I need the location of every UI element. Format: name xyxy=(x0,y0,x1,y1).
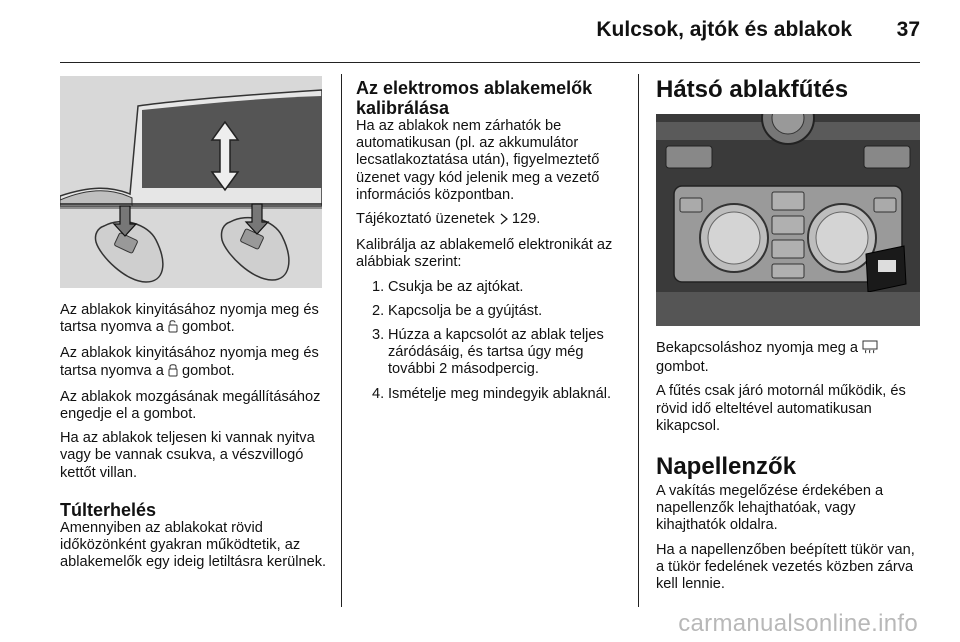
right-paragraph-3: A vakítás megelőzése érdekében a napellenzők lehajthatóak, vagy kihajthatók oldalra. xyxy=(656,483,884,534)
list-item: 1. Csukja be az ajtókat. xyxy=(372,278,524,295)
right-column xyxy=(656,76,922,600)
column-divider-2 xyxy=(638,74,639,607)
page-reference-icon xyxy=(499,213,508,230)
window-switch-illustration xyxy=(60,76,322,288)
left-paragraph-2: Az ablakok kinyitásához nyomja meg és tartsa nyomva a gombot. xyxy=(60,345,328,381)
list-item: 2. Kapcsolja be a gyújtást. xyxy=(372,302,543,319)
lock-icon xyxy=(168,363,178,382)
list-item: 4. Ismételje meg mindegyik ablaknál. xyxy=(372,385,612,402)
column-divider-1 xyxy=(341,74,342,607)
right-paragraph-4: Ha a napellenzőben beépített tükör van, a tükör fedelének vezetés közben zárva kell lennie. xyxy=(656,541,915,593)
right-paragraph-1: Bekapcsoláshoz nyomja meg a gombot. xyxy=(656,340,922,376)
calibration-steps xyxy=(356,279,628,403)
page-reference-link[interactable]: 129. xyxy=(511,211,541,228)
page-number: 37 xyxy=(896,18,920,41)
climate-panel-figure xyxy=(656,114,920,326)
list-item: 3. Húzza a kapcsolót az ablak teljes záródásáig, és tartsa úgy még további 2 másodpercig. xyxy=(372,327,604,378)
left-paragraph-1: Az ablakok kinyitásához nyomja meg és tartsa nyomva a gombot. xyxy=(60,302,328,338)
overload-heading: Túlterhelés xyxy=(60,499,157,520)
header-rule xyxy=(60,62,920,63)
sun-visors-heading: Napellenzők xyxy=(656,453,797,481)
left-paragraph-4: Ha az ablakok teljesen ki vannak nyitva vagy be vannak csukva, a vészvillogó kettőt villan. xyxy=(60,430,315,481)
climate-panel-illustration xyxy=(656,114,920,326)
middle-column xyxy=(356,78,628,410)
left-column xyxy=(60,76,328,578)
left-paragraph-5: Amennyiben az ablakokat rövid időközönként gyakran működtetik, az ablakemelők egy ideig letiltásra kerülnek. xyxy=(60,519,327,571)
rear-defrost-icon xyxy=(862,340,878,359)
window-switch-figure xyxy=(60,76,322,288)
left-paragraph-3: Az ablakok mozgásának megállításához engedje el a gombot. xyxy=(60,388,321,423)
watermark: carmanualsonline.info xyxy=(678,610,918,637)
rear-window-heating-heading: Hátsó ablakfűtés xyxy=(656,76,849,103)
middle-paragraph-3: Kalibrálja az ablakemelő elektronikát az alábbiak szerint: xyxy=(356,237,613,271)
page-header-title: Kulcsok, ajtók és ablakok xyxy=(596,18,852,41)
right-paragraph-2: A fűtés csak járó motornál működik, és rövid idő elteltével automatikusan kikapcsol. xyxy=(656,383,906,434)
unlock-icon xyxy=(168,319,178,338)
calibration-heading: Az elektromos ablakemelők kalibrálása xyxy=(356,78,593,118)
middle-paragraph-2: Tájékoztató üzenetek 129. xyxy=(356,211,628,230)
middle-paragraph-1: Ha az ablakok nem zárhatók be automatikusan (pl. az akkumulátor lecsatlakoztatása után), figyelmeztető üzenet vagy kód jelenik meg a vezető információs központban. xyxy=(356,118,600,203)
